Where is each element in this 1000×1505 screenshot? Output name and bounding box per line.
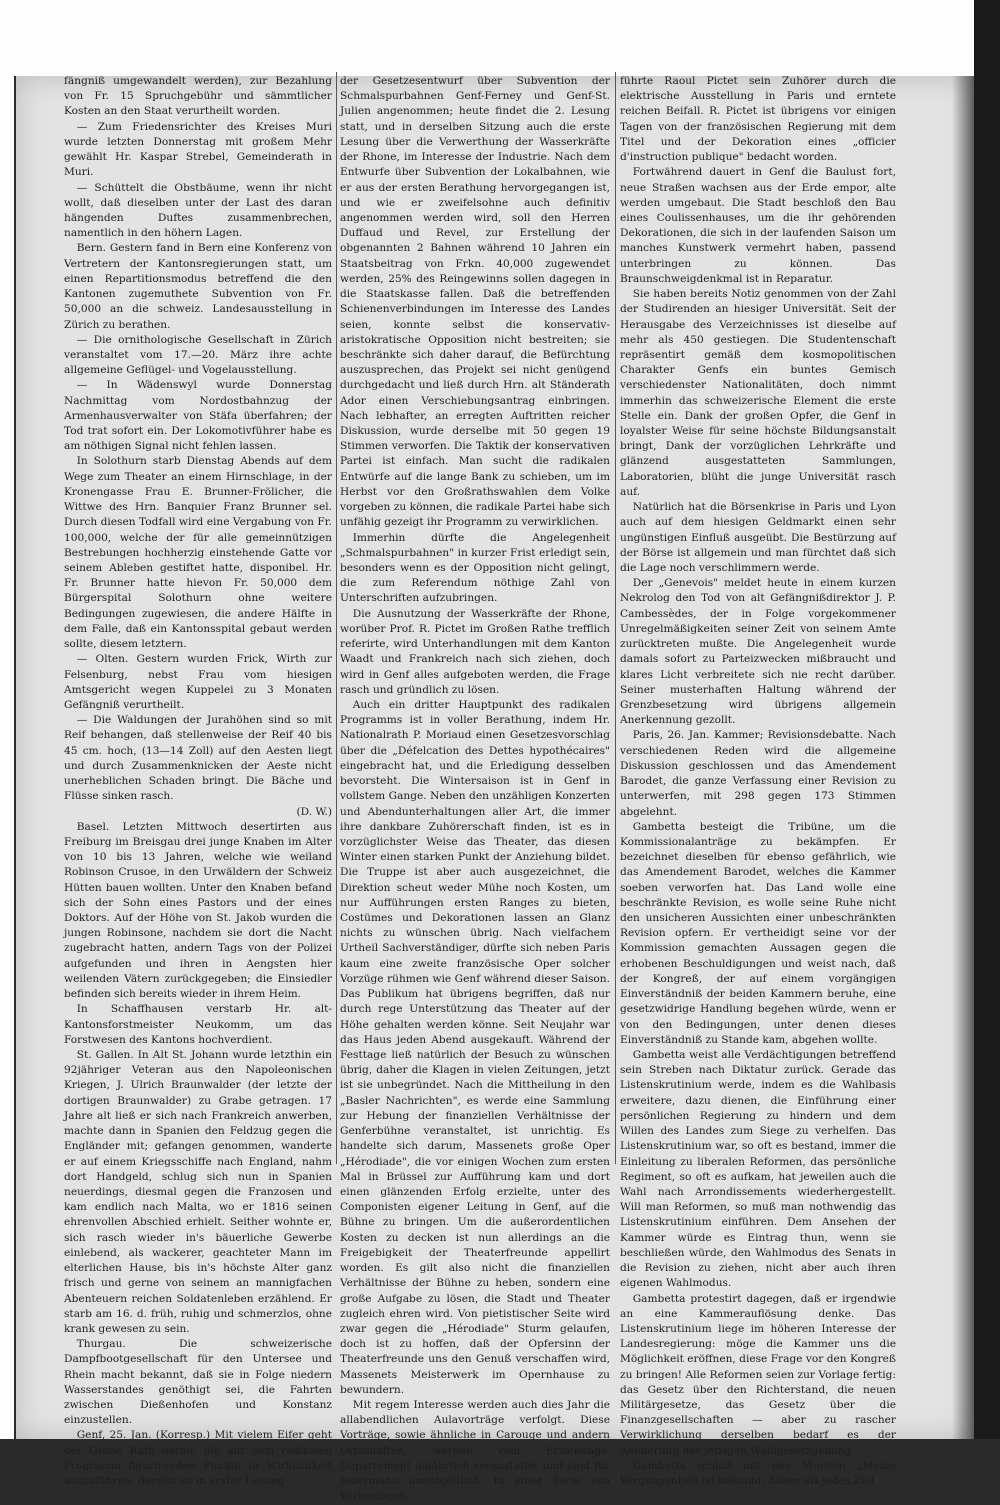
paragraph: der Gesetzesentwurf über Subvention der Schmalspurbahnen Genf-Ferney und Genf-St. Julien angenommen; heute findet die 2. Lesung statt, und in derselben Sitzung auch die erste Lesung über die Verwerthung der Wasserkräfte der Rhone, im Interesse der Industrie. Nach dem Entwurfe über Subvention der Lokalbahnen, wie er aus der ersten Berathung hervorgegangen ist, und wie er zweifelsohne auch definitiv angenommen werden wird, soll den Herren Duffaud und Revel, zur Erstellung der obgenannten 2 Bahnen während 10 Jahren ein Staatsbeitrag von Frkn. 40,000 zugewendet werden, 25% des Reingewinns sollen dagegen in die Staatskasse fallen. Daß die betreffenden Schienenverbindungen im Interesse des Landes seien, konnte selbst die konservativ-aristokratische Opposition nicht bestreiten; sie beschränkte sich daher darauf, die Befürchtung auszusprechen, das Projekt sei nicht genügend durchgedacht und ließ durch Hrn. alt Ständerath Ador einen Verschiebungsantrag einbringen. Nach lebhafter, an erregten Auftritten reicher Diskussion, wurde derselbe mit 50 gegen 19 Stimmen verworfen. Die Taktik der konservativen Partei ist einfach. Man sucht die radikalen Entwürfe auf die lange Bank zu schieben, um im Herbst vor den Großrathswahlen dem Volke vorgeben zu können, die radikale Partei habe sich unfähig gezeigt ihr Programm zu verwirklichen. [340,75,610,529]
paragraph: Thurgau. Die schweizerische Dampfbootgesellschaft für den Untersee und Rhein macht bekannt, daß sie in Folge niedern Wasserstandes genöthigt sei, die Fahrten zwischen Dießenhofen und Konstanz einzustellen. [64,1338,332,1427]
paragraph: Auch ein dritter Hauptpunkt des radikalen Programms ist in voller Berathung, indem Hr. Nationalrath P. Moriaud einen Gesetzesvorschlag über die „Défelcation des Dettes hypothécaires" eingebracht hat, und die Erledigung desselben bevorsteht. Die Wintersaison ist in Genf in vollstem Gange. Neben den unzähligen Konzerten und Abendunterhaltungen aller Art, die immer ihre dankbare Zuhörerschaft finden, ist es in vorzüglichster Weise das Theater, das diesen Winter einen starken Punkt der Anziehung bildet. Die Truppe ist aber auch ausgezeichnet, die Direktion scheut weder Mühe noch Kosten, um nur Aufführungen ersten Ranges zu bieten, Costümes und Dekorationen lassen an Glanz nichts zu wünschen übrig. Nach vielfachem Urtheil Sachverständiger, dürfte sich neben Paris kaum eine zweite französische Oper solcher Vorzüge rühmen wie Genf während dieser Saison. Das Publikum hat übrigens begriffen, daß nur durch rege Unterstützung das Theater auf der Höhe gehalten werden könne. Seit Neujahr war das Haus jeden Abend ausgekauft. Während der Festtage ließ natürlich der Besuch zu wünschen übrig, daher die Klagen in vielen Zeitungen, jetzt ist sie unbegründet. Nach die Mittheilung in den „Basler Nachrichten", es werde eine Sammlung zur Hebung der finanziellen Verhältnisse der Genferbühne veranstaltet, ist unrichtig. Es handelte sich darum, Massenets große Oper „Hérodiade", die vor einigen Wochen zum ersten Mal in Brüssel zur Aufführung kam und dort einen glänzenden Erfolg erzielte, unter des Componisten eigener Leitung in Genf, auf die Bühne zu bringen. Um die außerordentlichen Kosten zu decken ist nun allerdings an die Freigebigkeit der Theaterfreunde appellirt worden. Es gilt also nicht die finanziellen Verhältnisse der Bühne zu heben, sondern eine große Aufgabe zu lösen, die Stadt und Theater zugleich ehren wird. Von pietistischer Seite wird zwar gegen die „Hérodiade" Sturm gelaufen, doch ist zu hoffen, daß der Opfersinn der Theaterfreunde uns den Genuß verschaffen wird, Massenets Meisterwerk im Opernhause zu bewundern. [340,698,610,1396]
paragraph: führte Raoul Pictet sein Zuhörer durch die elektrische Ausstellung in Paris und erntete reichen Beifall. R. Pictet ist übrigens vor einigen Tagen von der französischen Regierung mit dem Titel und der Dekoration eines „officier d'instruction publique" bedacht worden. [620,75,896,164]
paragraph: Genf, 25. Jan. (Korresp.) Mit vielem Eifer geht der Große Rath daran, die auf dem radikalen Programm figurirenden Punkte in Wirklichkeit auszuführen. Bereits ist in erster Lesung [64,1429,332,1488]
paragraph: Gambetta besteigt die Tribüne, um die Kommissionalanträge zu bekämpfen. Er bezeichnet dieselben für ebenso gefährlich, wie das Amendement Barodet, welches die Kammer soeben verworfen hat. Das Land wolle eine beschränkte Revision, es wolle seine Ruhe nicht den unsicheren Aussichten einer unbeschränkten Revision opfern. Er vertheidigt seine vor der Kommission gemachten Aussagen gegen die erhobenen Beschuldigungen und weist nach, daß der Kongreß, der auf einem vorgängigen Einverständniß der beiden Kammern beruhe, eine gesetzwidrige Handlung begehen würde, wenn er von den Bedingungen, unter denen dieses Einverständniß zu Stande kam, abgehen wollte. [620,820,896,1046]
paragraph: Gambetta weist alle Verdächtigungen betreffend sein Streben nach Diktatur zurück. Gerade das Listenskrutinium werde, indem es die Wahlbasis erweitere, dazu dienen, die Einführung einer persönlichen Regierung zu hindern und dem Willen des Landes zum Siege zu verhelfen. Das Listenskrutinium war, so oft es bestand, immer die Einleitung zu liberalen Reformen, das persönliche Regiment, so oft es aufkam, hat jeweilen auch die Wahl nach Arrondissements wiederhergestellt. Will man Reformen, so muß man nothwendig das Listenskrutinium einführen. Dem Ansehen der Kammer würde es Eintrag thun, wenn sie beschließen würde, den Wahlmodus des Senats in die Revision zu ziehen, nicht aber auch ihren eigenen Wahlmodus. [620,1049,896,1290]
scan-edge [974,0,1000,1439]
paragraph: Die Ausnutzung der Wasserkräfte der Rhone, worüber Prof. R. Pictet im Großen Rathe trefflich referirte, wird Unterhandlungen mit dem Kanton Waadt und Frankreich nach sich ziehen, doch wird in Genf alles aufgeboten werden, die Frage rasch und gründlich zu lösen. [340,607,610,696]
source-signature: (D. W.) [296,805,332,818]
paragraph: Bern. Gestern fand in Bern eine Konferenz von Vertretern der Kantonsregierungen statt, um einen Repartitionsmodus betreffend die den Kantonen zugemuthete Subvention von Fr. 50,000 an die schweiz. Landesausstellung in Zürich zu berathen. [64,242,332,331]
paragraph: — In Wädenswyl wurde Donnerstag Nachmittag vom Nordostbahnzug der Armenhausverwalter von Stäfa überfahren; der Tod trat sofort ein. Der Lokomotivführer habe es am nöthigen Signal nicht fehlen lassen. [64,379,332,453]
paragraph: St. Gallen. In Alt St. Johann wurde letzthin ein 92jähriger Veteran aus den Napoleonischen Kriegen, J. Ulrich Braunwalder (der letzte der dortigen Braunwalder) zu Grabe getragen. 17 Jahre alt ließ er sich nach Frankreich anwerben, machte dann in Spanien den Feldzug gegen die Engländer mit; gefangen genommen, wanderte er auf einem Kriegsschiffe nach England, nahm dort Handgeld, schlug sich nun in Spanien neuerdings, diesmal gegen die Franzosen und kam endlich nach Malta, wo er 1816 seinen ehrenvollen Abschied erhielt. Seither wohnte er, sich rasch wieder in's bäuerliche Gewerbe einlebend, als wackerer, geachteter Mann im elterlichen Hause, bis in's höchste Alter ganz frisch und gerne von seinem an mannigfachen Abenteuern reichen Soldatenleben erzählend. Er starb am 16. d. früh, ruhig und schmerzlos, ohne krank gewesen zu sein. [64,1049,332,1335]
paragraph: Basel. Letzten Mittwoch desertirten aus Freiburg im Breisgau drei junge Knaben im Alter von 10 bis 13 Jahren, welche wie weiland Robinson Crusoe, in den Urwäldern der Schweiz Hütten bauen wollten. Unter den Knaben befand sich der Sohn eines Pastors und der eines Doktors. Auf der Höhe von St. Jakob wurden die jungen Robinsone, nachdem sie dort die Nacht zugebracht hatten, andern Tags von der Polizei aufgefunden und ihren in Aengsten hier weilenden Vätern zurückgegeben; die Einsiedler befinden sich bereits wieder in ihrem Heim. [64,820,332,1001]
paragraph: Natürlich hat die Börsenkrise in Paris und Lyon auch auf dem hiesigen Geldmarkt einen sehr ungünstigen Einfluß ausgeübt. Die Bestürzung auf der Börse ist allgemein und man fürchtet daß sich die Lage noch verschlimmern werde. [620,501,896,574]
paragraph: — Die Waldungen der Jurahöhen sind so mit Reif behangen, daß stellenweise der Reif 40 bis 45 cm. hoch, (13—14 Zoll) auf den Aesten liegt und durch Zusammenknicken der Aeste nicht unerheblichen Schaden bringt. Die Bäche und Flüsse sinken rasch. [64,714,332,803]
paragraph: Fortwährend dauert in Genf die Baulust fort, neue Straßen wachsen aus der Erde empor, alte werden umgebaut. Die Stadt beschloß den Bau eines Coulissenhauses, um die ihr gehörenden Dekorationen, die sich in der laufenden Saison um manches Kunstwerk vermehrt haben, passend unterbringen zu können. Das Braunschweigdenkmal ist in Reparatur. [620,166,896,285]
paragraph: fängniß umgewandelt werden), zur Bezahlung von Fr. 15 Spruchgebühr und sämmtlicher Kosten an den Staat verurtheilt worden. [64,75,332,118]
column-2 [340,74,610,1505]
column-1 [64,74,332,1489]
paragraph: Gambetta schloß mit den Worten: „Meine Vergangenheit ist bekannt; höher als jedes Ziel [620,1459,896,1488]
column-rule [336,72,337,1164]
scan-margin-left [0,0,14,1439]
paragraph: In Solothurn starb Dienstag Abends auf dem Wege zum Theater an einem Hirnschlage, in der Kronengasse Frau E. Brunner-Frölicher, die Wittwe des Hrn. Banquier Franz Brunner sel. Durch diesen Todfall wird eine Vergabung von Fr. 100,000, welche der für alle gemeinnützigen Bestrebungen hochherzig einstehende Gatte vor seinem Ableben gestiftet hatte, disponibel. Hr. Fr. Brunner hatte hievon Fr. 50,000 dem Bürgerspital Solothurn ohne weitere Bedingungen zugewiesen, die andere Hälfte in dem Falle, daß ein Kantonsspital gebaut werden sollte, diesem letztern. [64,455,332,651]
scan-margin-top [0,0,1000,76]
column-3 [620,74,896,1489]
paragraph: — Die ornithologische Gesellschaft in Zürich veranstaltet vom 17.—20. März ihre achte allgemeine Geflügel- und Vogelausstellung. [64,333,332,377]
paragraph: — Schüttelt die Obstbäume, wenn ihr nicht wollt, daß dieselben unter der Last des daran hängenden Duftes zusammenbrechen, namentlich in den höhern Lagen. [64,181,332,240]
paragraph: Der „Genevois" meldet heute in einem kurzen Nekrolog den Tod von alt Gefängnißdirektor J. P. Cambessèdes, der in Folge vorgekommener Unregelmäßigkeiten seiner Zeit von seinem Amte zurücktreten mußte. Die Angelegenheit wurde damals sofort zu Parteizwecken mißbraucht und klares Licht verbreitete sich nie recht darüber. Seiner musterhaften Haltung während der Grenzbesetzung wird übrigens allgemein Anerkennung gezollt. [620,577,896,727]
binding-shadow [952,76,974,1439]
paragraph: Sie haben bereits Notiz genommen von der Zahl der Studirenden an hiesiger Universität. Seit der Herausgabe des Verzeichnisses ist dieselbe auf mehr als 450 gestiegen. Die Studentenschaft repräsentirt gemäß dem kosmopolitischen Charakter Genfs ein buntes Gemisch verschiedenster Nationalitäten, doch nimmt immerhin das schweizerische Element die erste Stelle ein. Dank der großen Opfer, die Genf in loyalster Weise für seine höchste Bildungsanstalt bringt, Dank der vorzüglichen Lehrkräfte und glänzend ausgestatteten Sammlungen, Laboratorien, blüht die junge Universität rasch auf. [620,288,896,498]
paragraph: Gambetta protestirt dagegen, daß er irgendwie an eine Kammerauflösung denke. Das Listenskrutinium liege im höheren Interesse der Landesregierung: möge die Kammer uns die Möglichkeit eröffnen, diese Frage vor den Kongreß zu bringen! Alle Reformen seien zur Vorlage fertig: das Gesetz über den Richterstand, die neuen Militärgesetze, das Gesetz über die Finanzgesellschaften — aber zu rascher Verwirklichung derselben bedarf es der Aenderung der jetzigen Wahlgesetzgebung. [620,1292,896,1457]
paragraph: — Zum Friedensrichter des Kreises Muri wurde letzten Donnerstag mit großem Mehr gewählt Hr. Kaspar Strebel, Gemeinderath in Muri. [64,120,332,179]
paragraph: In Schaffhausen verstarb Hr. alt-Kantonsforstmeister Neukomm, um das Forstwesen des Kantons hochverdient. [64,1003,332,1046]
paragraph: Immerhin dürfte die Angelegenheit „Schmalspurbahnen" in kurzer Frist erledigt sein, besonders wenn es der Opposition nicht gelingt, die zum Referendum nöthige Zahl von Unterschriften aufzubringen. [340,531,610,605]
paragraph: Mit regem Interesse werden auch dies Jahr die allabendlichen Aulavorträge verfolgt. Diese Vorträge, sowie ähnliche in Carouge und andern Ortschaften, werden vom Erziehungs-Departement alljährlich veranstaltet und sind für Jedermann unentgeltlich. In einer Serie von Vorlesungen [340,1399,610,1503]
column-rule [615,72,616,1164]
paragraph: Paris, 26. Jan. Kammer; Revisionsdebatte. Nach verschiedenen Reden wird die allgemeine Diskussion geschlossen und das Amendement Barodet, die ganze Verfassung einer Revision zu unterwerfen, mit 298 gegen 173 Stimmen abgelehnt. [620,729,896,818]
paragraph: — Olten. Gestern wurden Frick, Wirth zur Felsenburg, nebst Frau vom hiesigen Amtsgericht wegen Kuppelei zu 3 Monaten Gefängniß verurtheilt. [64,653,332,711]
